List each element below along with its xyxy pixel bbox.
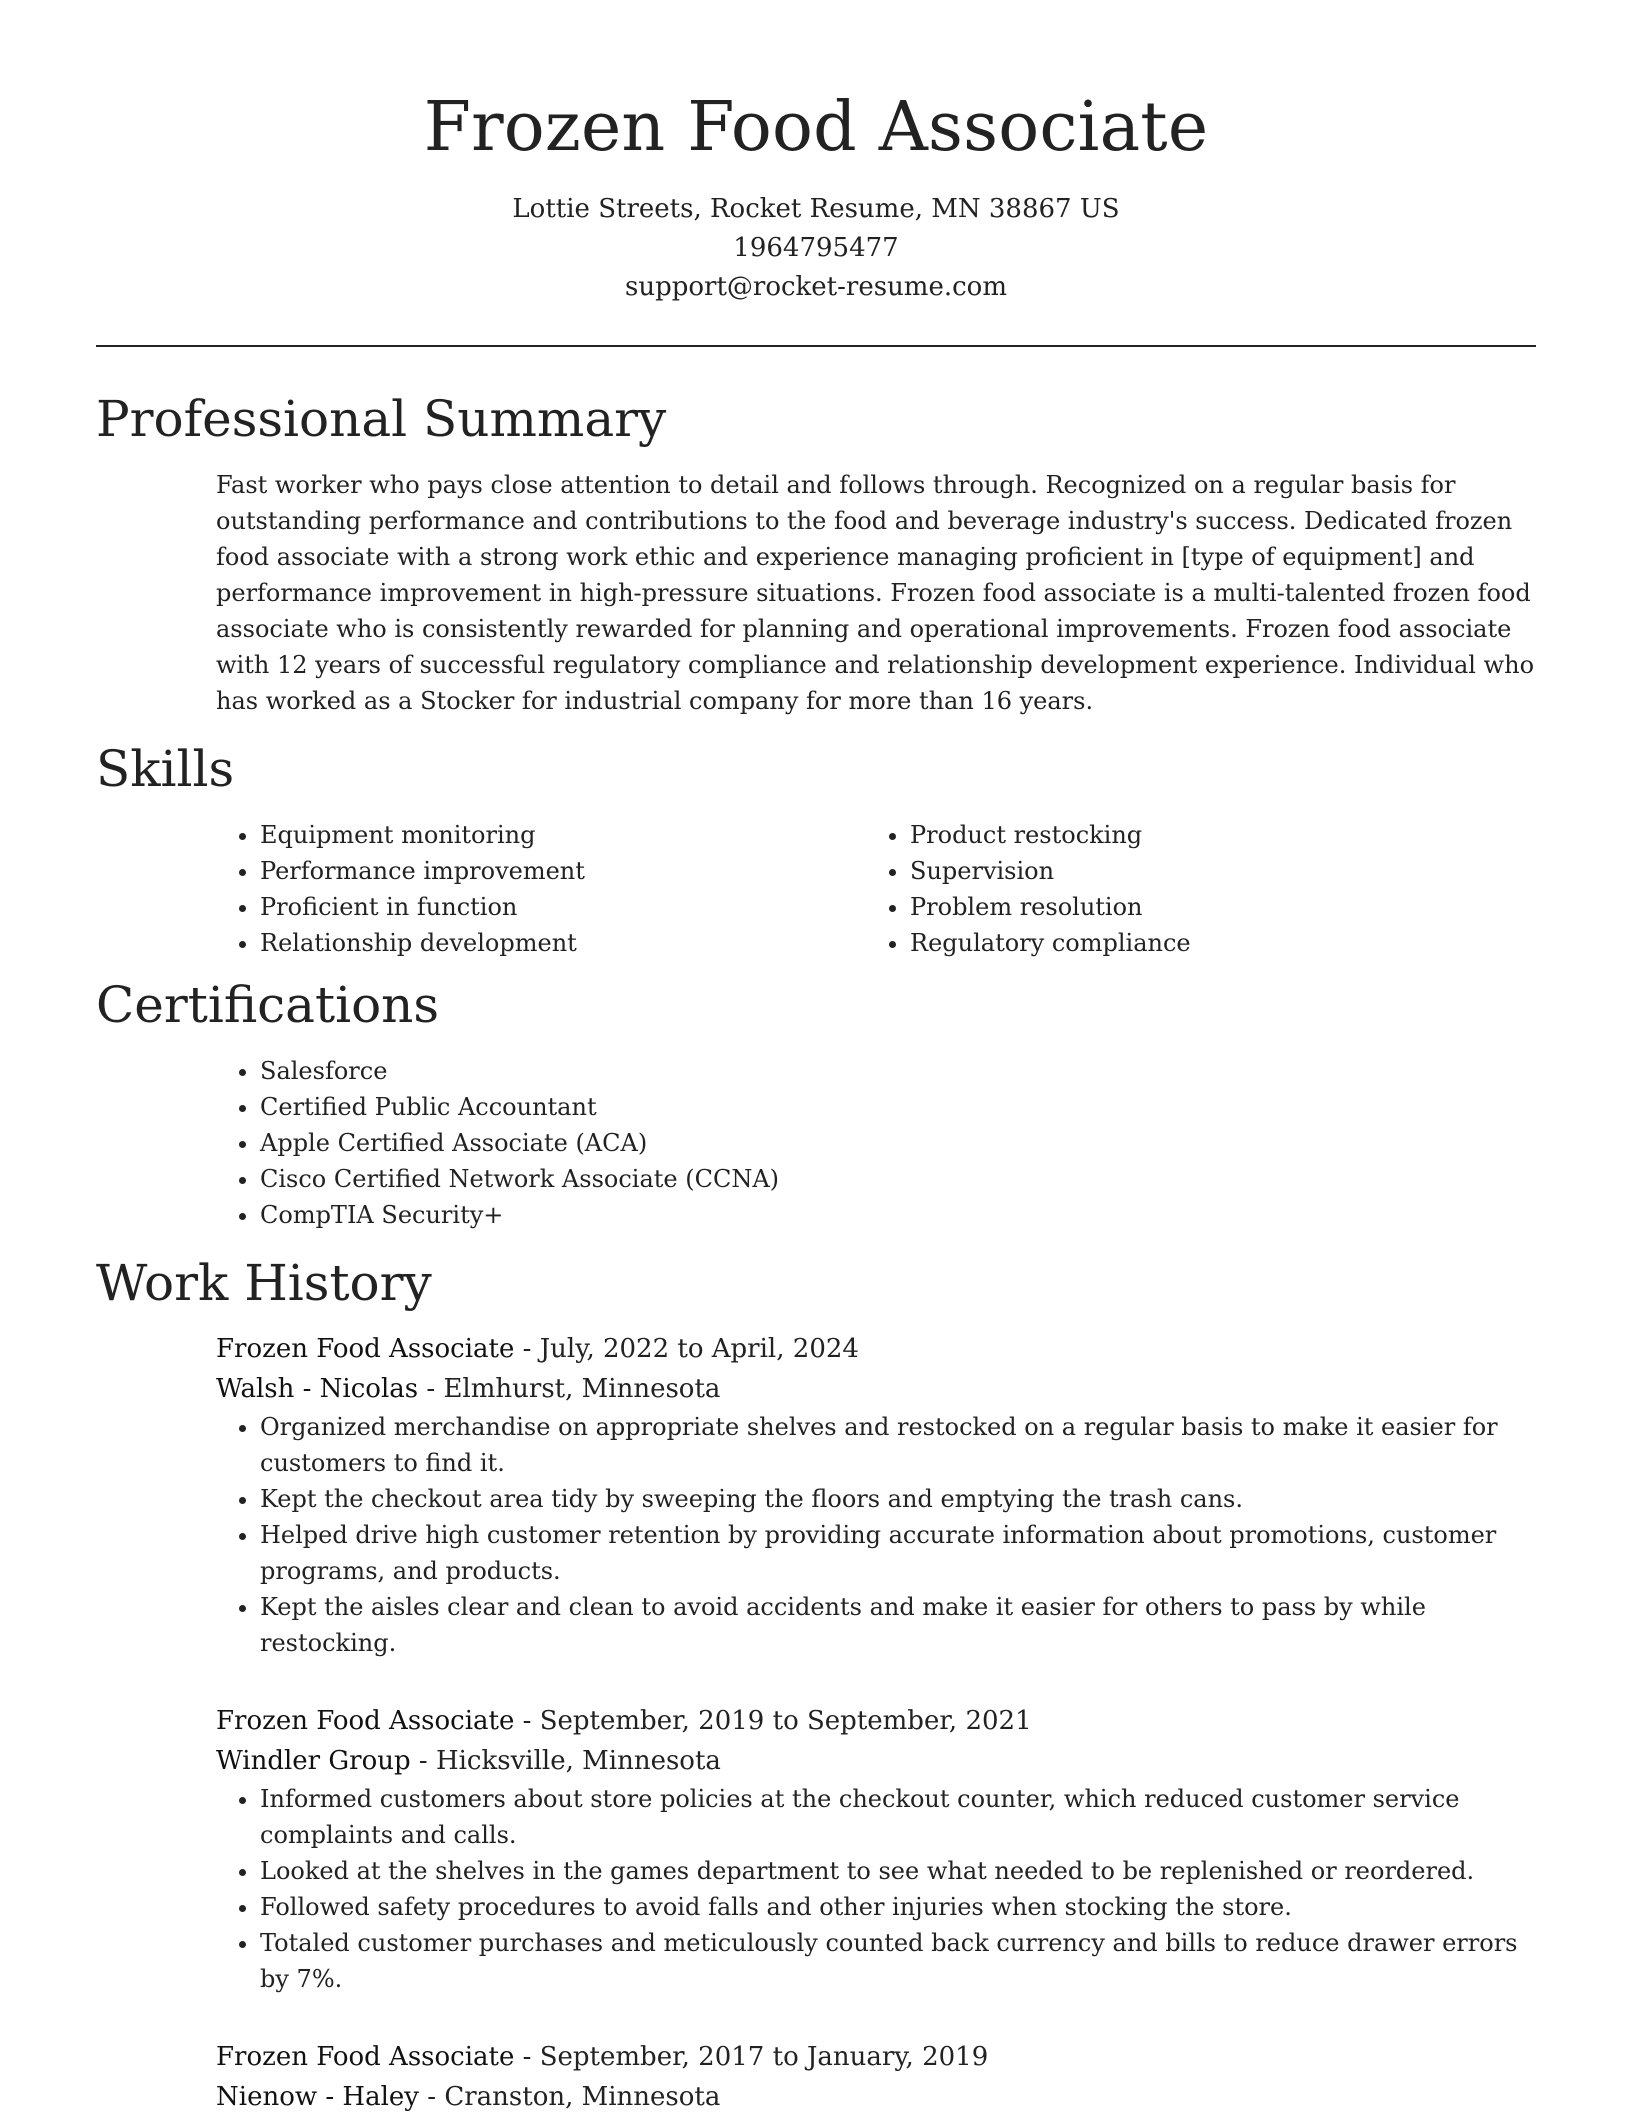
job-role: Frozen Food Associate xyxy=(216,1334,515,1364)
job-entry xyxy=(216,2037,1536,2117)
skill-item: • Product restocking xyxy=(910,817,1516,853)
job-location: Elmhurst, Minnesota xyxy=(443,1374,721,1404)
certifications-block xyxy=(216,1053,1536,1233)
skill-item: • Regulatory compliance xyxy=(910,925,1516,961)
certifications-heading: Certifications xyxy=(96,976,440,1034)
job-title-line: Frozen Food Associate - September, 2017 to January, 2019 xyxy=(216,2042,989,2072)
work-history-heading: Work History xyxy=(96,1254,432,1312)
job-company: Windler Group xyxy=(216,1746,411,1776)
job-title-line: Frozen Food Associate - September, 2019 to September, 2021 xyxy=(216,1706,1032,1736)
job-duty: • Helped drive high customer retention by providing accurate information about promotions, customer programs, and products. xyxy=(260,1517,1536,1589)
job-duties xyxy=(216,1781,1536,1997)
job-duty: • Followed safety procedures to avoid falls and other injuries when stocking the store. xyxy=(260,1889,1536,1925)
skill-item: • Proficient in function xyxy=(260,889,866,925)
certification-item: • Certified Public Accountant xyxy=(260,1089,1536,1125)
skills-list-left xyxy=(216,817,866,961)
job-entry xyxy=(216,1329,1536,1661)
resume-name: Frozen Food Associate xyxy=(423,88,1209,167)
skills-grid xyxy=(216,817,1536,961)
job-role: Frozen Food Associate xyxy=(216,2042,515,2072)
skills-column-right xyxy=(866,817,1516,961)
job-dates: September, 2019 to September, 2021 xyxy=(539,1706,1032,1736)
header-divider xyxy=(96,345,1536,347)
certification-item: • CompTIA Security+ xyxy=(260,1197,1536,1233)
job-duty: • Looked at the shelves in the games department to see what needed to be replenished or reordered. xyxy=(260,1853,1536,1889)
skills-column-left xyxy=(216,817,866,961)
job-role: Frozen Food Associate xyxy=(216,1706,515,1736)
skills-heading: Skills xyxy=(96,740,235,798)
certification-item: • Apple Certified Associate (ACA) xyxy=(260,1125,1536,1161)
job-duties xyxy=(216,1409,1536,1661)
job-duty: • Totaled customer purchases and meticulously counted back currency and bills to reduce drawer errors by 7%. xyxy=(260,1925,1536,1997)
skill-item: • Problem resolution xyxy=(910,889,1516,925)
certification-item: • Salesforce xyxy=(260,1053,1536,1089)
job-location: Hicksville, Minnesota xyxy=(435,1746,721,1776)
job-duty: • Informed customers about store policies at the checkout counter, which reduced customer service complaints and calls. xyxy=(260,1781,1536,1853)
skill-item: • Relationship development xyxy=(260,925,866,961)
summary-text: Fast worker who pays close attention to detail and follows through. Recognized on a regular basis for outstanding performance and contributions to the food and beverage industry's success. Dedicated frozen food associate with a strong work ethic and experience managing proficient in [type of equipment] and performance improvement in high-pressure situations. Frozen food associate is a multi-talented frozen food associate who is consistently rewarded for planning and operational improvements. Frozen food associate with 12 years of successful regulatory compliance and relationship development experience. Individual who has worked as a Stocker for industrial company for more than 16 years. xyxy=(216,471,1535,715)
skills-list-right xyxy=(866,817,1516,961)
job-dates: September, 2017 to January, 2019 xyxy=(539,2042,989,2072)
certification-item: • Cisco Certified Network Associate (CCNA) xyxy=(260,1161,1536,1197)
job-company-line: Nienow - Haley - Cranston, Minnesota xyxy=(216,2082,721,2112)
job-duty: • Organized merchandise on appropriate shelves and restocked on a regular basis to make it easier for customers to find it. xyxy=(260,1409,1536,1481)
skill-item: • Performance improvement xyxy=(260,853,866,889)
summary-heading: Professional Summary xyxy=(96,390,667,448)
job-duty: • Kept the aisles clear and clean to avoid accidents and make it easier for others to pass by while restocking. xyxy=(260,1589,1536,1661)
contact-email: support@rocket-resume.com xyxy=(624,272,1007,302)
job-company: Walsh - Nicolas xyxy=(216,1374,419,1404)
skill-item: • Equipment monitoring xyxy=(260,817,866,853)
job-company-line: Windler Group - Hicksville, Minnesota xyxy=(216,1746,721,1776)
job-company: Nienow - Haley xyxy=(216,2082,419,2112)
skill-item: • Supervision xyxy=(910,853,1516,889)
certifications-list xyxy=(216,1053,1536,1233)
contact-block xyxy=(96,190,1536,307)
contact-phone: 1964795477 xyxy=(733,233,899,263)
contact-address: Lottie Streets, Rocket Resume, MN 38867 US xyxy=(512,194,1120,224)
job-entry xyxy=(216,1701,1536,1997)
job-dates: July, 2022 to April, 2024 xyxy=(539,1334,859,1364)
job-duty: • Kept the checkout area tidy by sweeping the floors and emptying the trash cans. xyxy=(260,1481,1536,1517)
job-company-line: Walsh - Nicolas - Elmhurst, Minnesota xyxy=(216,1374,721,1404)
job-location: Cranston, Minnesota xyxy=(444,2082,721,2112)
job-title-line: Frozen Food Associate - July, 2022 to April, 2024 xyxy=(216,1334,859,1364)
